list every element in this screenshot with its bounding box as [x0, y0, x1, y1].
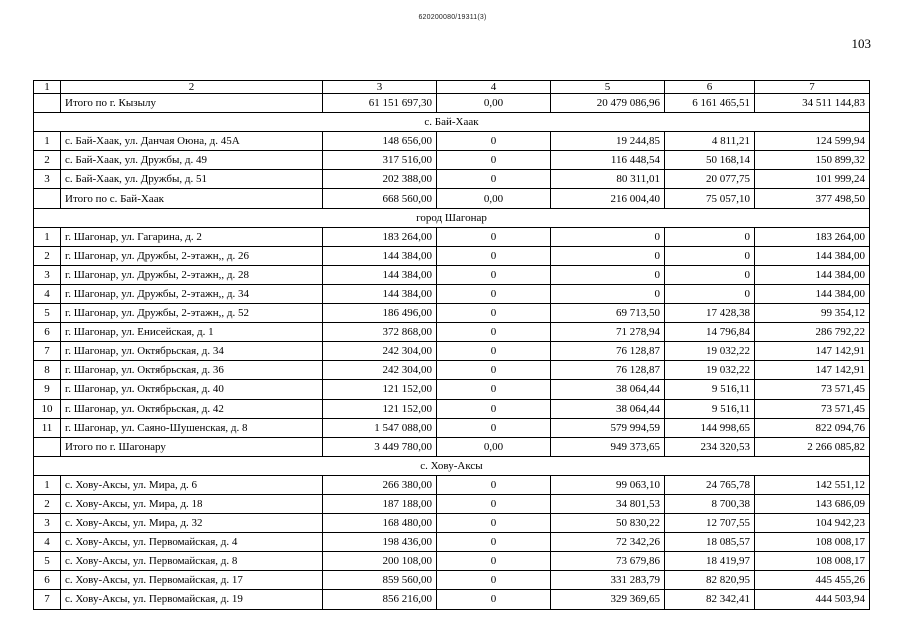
- col-4-value: 0: [437, 399, 551, 418]
- col-4-value: 0: [437, 132, 551, 151]
- col-5-value: 116 448,54: [551, 151, 665, 170]
- col-4-value: 0: [437, 571, 551, 590]
- col-5-value: 50 830,22: [551, 514, 665, 533]
- col-4-value: 0: [437, 514, 551, 533]
- col-7-value: 150 899,32: [755, 151, 870, 170]
- total-cost: 144 384,00: [323, 284, 437, 303]
- row-number: 5: [34, 304, 61, 323]
- row-number: 4: [34, 284, 61, 303]
- col-7-value: 445 455,26: [755, 571, 870, 590]
- row-number: 7: [34, 590, 61, 609]
- address: с. Хову-Аксы, ул. Первомайская, д. 8: [61, 552, 323, 571]
- address: г. Шагонар, ул. Дружбы, 2-этажн,, д. 34: [61, 284, 323, 303]
- total-cost: 242 304,00: [323, 342, 437, 361]
- total-cost: 266 380,00: [323, 475, 437, 494]
- column-number: 4: [437, 81, 551, 94]
- col-6-value: 20 077,75: [665, 170, 755, 189]
- col-7-value: 73 571,45: [755, 399, 870, 418]
- total-cost: 3 449 780,00: [323, 437, 437, 456]
- table-row: [34, 170, 870, 189]
- table-row: [34, 533, 870, 552]
- col-6-value: 6 161 465,51: [665, 94, 755, 113]
- col-5-value: 0: [551, 246, 665, 265]
- col-4-value: 0: [437, 552, 551, 571]
- row-number: 2: [34, 246, 61, 265]
- address: с. Бай-Хаак, ул. Данчая Оюна, д. 45А: [61, 132, 323, 151]
- data-table: [33, 80, 870, 610]
- col-6-value: 9 516,11: [665, 399, 755, 418]
- table-row: [34, 380, 870, 399]
- col-7-value: 144 384,00: [755, 265, 870, 284]
- col-7-value: 142 551,12: [755, 475, 870, 494]
- row-number: 6: [34, 571, 61, 590]
- col-4-value: 0: [437, 590, 551, 609]
- col-5-value: 0: [551, 265, 665, 284]
- row-number: 3: [34, 265, 61, 284]
- col-6-value: 18 085,57: [665, 533, 755, 552]
- column-number: 1: [34, 81, 61, 94]
- col-4-value: 0,00: [437, 94, 551, 113]
- col-4-value: 0: [437, 342, 551, 361]
- col-5-value: 38 064,44: [551, 399, 665, 418]
- col-6-value: 17 428,38: [665, 304, 755, 323]
- col-7-value: 822 094,76: [755, 418, 870, 437]
- col-5-value: 80 311,01: [551, 170, 665, 189]
- row-number: 3: [34, 514, 61, 533]
- row-number: 1: [34, 227, 61, 246]
- col-7-value: 144 384,00: [755, 246, 870, 265]
- col-5-value: 71 278,94: [551, 323, 665, 342]
- total-cost: 202 388,00: [323, 170, 437, 189]
- total-cost: 668 560,00: [323, 189, 437, 208]
- address: г. Шагонар, ул. Октябрьская, д. 36: [61, 361, 323, 380]
- col-7-value: 144 384,00: [755, 284, 870, 303]
- col-6-value: 0: [665, 227, 755, 246]
- column-number: 7: [755, 81, 870, 94]
- col-7-value: 34 511 144,83: [755, 94, 870, 113]
- col-6-value: 24 765,78: [665, 475, 755, 494]
- total-cost: 186 496,00: [323, 304, 437, 323]
- col-5-value: 38 064,44: [551, 380, 665, 399]
- col-6-value: 0: [665, 265, 755, 284]
- table-row: [34, 514, 870, 533]
- col-6-value: 0: [665, 284, 755, 303]
- address: с. Бай-Хаак, ул. Дружбы, д. 51: [61, 170, 323, 189]
- table-row: [34, 590, 870, 609]
- table-row: [34, 284, 870, 303]
- col-5-value: 99 063,10: [551, 475, 665, 494]
- col-6-value: 19 032,22: [665, 361, 755, 380]
- col-6-value: 4 811,21: [665, 132, 755, 151]
- col-5-value: 76 128,87: [551, 342, 665, 361]
- col-4-value: 0: [437, 380, 551, 399]
- table-row: [34, 399, 870, 418]
- row-number: 2: [34, 494, 61, 513]
- row-number: 5: [34, 552, 61, 571]
- table-row: [34, 475, 870, 494]
- col-4-value: 0: [437, 323, 551, 342]
- col-4-value: 0: [437, 265, 551, 284]
- column-number-row: [34, 81, 870, 94]
- address: с. Хову-Аксы, ул. Первомайская, д. 17: [61, 571, 323, 590]
- row-number: 7: [34, 342, 61, 361]
- col-7-value: 444 503,94: [755, 590, 870, 609]
- col-7-value: 377 498,50: [755, 189, 870, 208]
- table-row: [34, 246, 870, 265]
- row-number: 8: [34, 361, 61, 380]
- row-number: [34, 189, 61, 208]
- section-title: город Шагонар: [34, 208, 870, 227]
- table-row: [34, 494, 870, 513]
- col-7-value: 143 686,09: [755, 494, 870, 513]
- col-5-value: 329 369,65: [551, 590, 665, 609]
- table-row: [34, 571, 870, 590]
- col-6-value: 18 419,97: [665, 552, 755, 571]
- row-number: 10: [34, 399, 61, 418]
- col-7-value: 73 571,45: [755, 380, 870, 399]
- address: г. Шагонар, ул. Октябрьская, д. 34: [61, 342, 323, 361]
- table-row: [34, 265, 870, 284]
- col-5-value: 34 801,53: [551, 494, 665, 513]
- table-row: [34, 304, 870, 323]
- table-row: [34, 151, 870, 170]
- address: г. Шагонар, ул. Октябрьская, д. 40: [61, 380, 323, 399]
- col-7-value: 147 142,91: [755, 342, 870, 361]
- row-number: 2: [34, 151, 61, 170]
- col-6-value: 8 700,38: [665, 494, 755, 513]
- col-5-value: 72 342,26: [551, 533, 665, 552]
- col-6-value: 75 057,10: [665, 189, 755, 208]
- section-header-row: [34, 208, 870, 227]
- total-cost: 121 152,00: [323, 380, 437, 399]
- table-row: [34, 361, 870, 380]
- col-5-value: 579 994,59: [551, 418, 665, 437]
- total-cost: 61 151 697,30: [323, 94, 437, 113]
- row-number: 1: [34, 475, 61, 494]
- col-4-value: 0: [437, 475, 551, 494]
- col-5-value: 73 679,86: [551, 552, 665, 571]
- table-row: [34, 342, 870, 361]
- col-7-value: 147 142,91: [755, 361, 870, 380]
- col-7-value: 124 599,94: [755, 132, 870, 151]
- total-cost: 1 547 088,00: [323, 418, 437, 437]
- col-7-value: 99 354,12: [755, 304, 870, 323]
- row-number: 4: [34, 533, 61, 552]
- col-4-value: 0: [437, 533, 551, 552]
- col-7-value: 286 792,22: [755, 323, 870, 342]
- address: с. Хову-Аксы, ул. Первомайская, д. 19: [61, 590, 323, 609]
- section-header-row: [34, 456, 870, 475]
- total-cost: 187 188,00: [323, 494, 437, 513]
- address: с. Хову-Аксы, ул. Мира, д. 32: [61, 514, 323, 533]
- table-row: [34, 323, 870, 342]
- col-6-value: 82 820,95: [665, 571, 755, 590]
- total-cost: 144 384,00: [323, 246, 437, 265]
- total-label: Итого по г. Кызылу: [61, 94, 323, 113]
- address: с. Хову-Аксы, ул. Первомайская, д. 4: [61, 533, 323, 552]
- total-cost: 148 656,00: [323, 132, 437, 151]
- section-header-row: [34, 113, 870, 132]
- address: г. Шагонар, ул. Октябрьская, д. 42: [61, 399, 323, 418]
- total-cost: 168 480,00: [323, 514, 437, 533]
- total-row: [34, 94, 870, 113]
- col-7-value: 101 999,24: [755, 170, 870, 189]
- table-row: [34, 418, 870, 437]
- col-4-value: 0: [437, 284, 551, 303]
- col-7-value: 108 008,17: [755, 552, 870, 571]
- total-cost: 198 436,00: [323, 533, 437, 552]
- row-number: 9: [34, 380, 61, 399]
- col-6-value: 82 342,41: [665, 590, 755, 609]
- total-cost: 317 516,00: [323, 151, 437, 170]
- document-code: 620200080/19311(3): [418, 14, 487, 21]
- total-label: Итого по с. Бай-Хаак: [61, 189, 323, 208]
- col-7-value: 183 264,00: [755, 227, 870, 246]
- total-cost: 121 152,00: [323, 399, 437, 418]
- col-6-value: 19 032,22: [665, 342, 755, 361]
- row-number: 11: [34, 418, 61, 437]
- section-title: с. Хову-Аксы: [34, 456, 870, 475]
- section-title: с. Бай-Хаак: [34, 113, 870, 132]
- table-row: [34, 552, 870, 571]
- col-6-value: 12 707,55: [665, 514, 755, 533]
- col-4-value: 0,00: [437, 189, 551, 208]
- col-4-value: 0: [437, 227, 551, 246]
- row-number: 3: [34, 170, 61, 189]
- address: с. Хову-Аксы, ул. Мира, д. 6: [61, 475, 323, 494]
- page-number: 103: [851, 36, 871, 51]
- address: г. Шагонар, ул. Саяно-Шушенская, д. 8: [61, 418, 323, 437]
- total-cost: 372 868,00: [323, 323, 437, 342]
- total-cost: 859 560,00: [323, 571, 437, 590]
- row-number: 6: [34, 323, 61, 342]
- col-4-value: 0: [437, 494, 551, 513]
- total-cost: 856 216,00: [323, 590, 437, 609]
- col-4-value: 0: [437, 151, 551, 170]
- row-number: [34, 437, 61, 456]
- column-number: 2: [61, 81, 323, 94]
- address: с. Хову-Аксы, ул. Мира, д. 18: [61, 494, 323, 513]
- total-cost: 183 264,00: [323, 227, 437, 246]
- total-label: Итого по г. Шагонару: [61, 437, 323, 456]
- column-number: 3: [323, 81, 437, 94]
- row-number: [34, 94, 61, 113]
- table-row: [34, 227, 870, 246]
- total-cost: 144 384,00: [323, 265, 437, 284]
- col-7-value: 108 008,17: [755, 533, 870, 552]
- col-5-value: 0: [551, 227, 665, 246]
- address: с. Бай-Хаак, ул. Дружбы, д. 49: [61, 151, 323, 170]
- col-4-value: 0: [437, 304, 551, 323]
- col-5-value: 19 244,85: [551, 132, 665, 151]
- column-number: 5: [551, 81, 665, 94]
- total-cost: 200 108,00: [323, 552, 437, 571]
- address: г. Шагонар, ул. Дружбы, 2-этажн,, д. 52: [61, 304, 323, 323]
- col-4-value: 0: [437, 170, 551, 189]
- col-4-value: 0,00: [437, 437, 551, 456]
- col-5-value: 76 128,87: [551, 361, 665, 380]
- col-6-value: 0: [665, 246, 755, 265]
- col-4-value: 0: [437, 418, 551, 437]
- col-5-value: 949 373,65: [551, 437, 665, 456]
- col-5-value: 69 713,50: [551, 304, 665, 323]
- col-7-value: 104 942,23: [755, 514, 870, 533]
- col-7-value: 2 266 085,82: [755, 437, 870, 456]
- address: г. Шагонар, ул. Енисейская, д. 1: [61, 323, 323, 342]
- address: г. Шагонар, ул. Дружбы, 2-этажн,, д. 26: [61, 246, 323, 265]
- col-4-value: 0: [437, 361, 551, 380]
- col-5-value: 216 004,40: [551, 189, 665, 208]
- col-6-value: 9 516,11: [665, 380, 755, 399]
- col-5-value: 331 283,79: [551, 571, 665, 590]
- total-row: [34, 189, 870, 208]
- col-5-value: 20 479 086,96: [551, 94, 665, 113]
- address: г. Шагонар, ул. Дружбы, 2-этажн,, д. 28: [61, 265, 323, 284]
- col-6-value: 50 168,14: [665, 151, 755, 170]
- col-6-value: 14 796,84: [665, 323, 755, 342]
- col-5-value: 0: [551, 284, 665, 303]
- col-6-value: 144 998,65: [665, 418, 755, 437]
- col-6-value: 234 320,53: [665, 437, 755, 456]
- col-4-value: 0: [437, 246, 551, 265]
- table-row: [34, 132, 870, 151]
- total-row: [34, 437, 870, 456]
- row-number: 1: [34, 132, 61, 151]
- total-cost: 242 304,00: [323, 361, 437, 380]
- column-number: 6: [665, 81, 755, 94]
- address: г. Шагонар, ул. Гагарина, д. 2: [61, 227, 323, 246]
